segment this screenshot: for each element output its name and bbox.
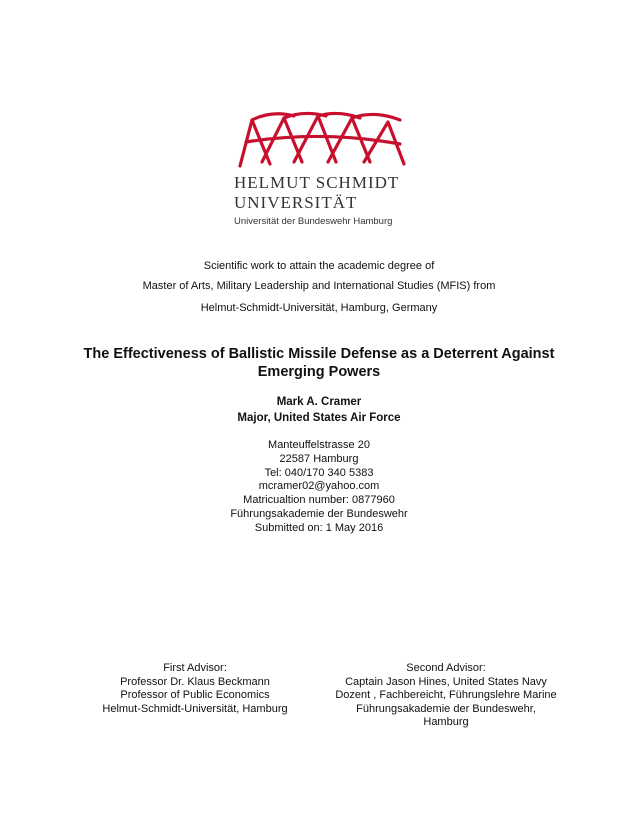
logo-subtitle: Universität der Bundeswehr Hamburg — [234, 216, 393, 227]
second-advisor-block — [316, 662, 576, 730]
first-advisor-block — [65, 662, 325, 716]
contact-email: mcramer02@yahoo.com — [258, 480, 380, 493]
thesis-title — [60, 345, 578, 381]
first-advisor-heading: First Advisor: — [163, 662, 227, 674]
contact-institution: Führungsakademie der Bundeswehr — [230, 507, 408, 520]
second-advisor-role: Dozent , Fachbereicht, Führungslehre Marine — [335, 689, 557, 702]
contact-matriculation: Matricualtion number: 0877960 — [243, 494, 395, 507]
second-advisor-heading: Second Advisor: — [406, 662, 486, 674]
thesis-title-line-1: The Effectiveness of Ballistic Missile Defense as a Deterrent Against — [83, 346, 555, 362]
contact-submitted: Submitted on: 1 May 2016 — [254, 521, 384, 534]
second-advisor-affiliation: Führungsakademie der Bundeswehr, — [356, 702, 536, 715]
logo-name-line-1: HELMUT SCHMIDT — [234, 173, 400, 192]
logo-name-line-2: UNIVERSITÄT — [234, 193, 358, 212]
second-advisor-name: Captain Jason Hines, United States Navy — [345, 675, 547, 688]
intro-line-3: Helmut-Schmidt-Universität, Hamburg, Germany — [200, 302, 438, 314]
contact-tel: Tel: 040/170 340 5383 — [264, 466, 374, 479]
author-rank: Major, United States Air Force — [237, 412, 401, 424]
first-advisor-role: Professor of Public Economics — [120, 689, 270, 702]
author-name: Mark A. Cramer — [276, 396, 362, 408]
university-logo — [232, 106, 412, 230]
intro-line-2: Master of Arts, Military Leadership and International Studies (MFIS) from — [142, 280, 496, 292]
university-emblem-icon — [232, 106, 412, 174]
contact-city: 22587 Hamburg — [279, 452, 359, 465]
contact-street: Manteuffelstrasse 20 — [268, 439, 370, 451]
thesis-title-line-2: Emerging Powers — [257, 364, 381, 380]
contact-block — [0, 439, 638, 536]
second-advisor-city: Hamburg — [423, 716, 469, 729]
first-advisor-name: Professor Dr. Klaus Beckmann — [120, 675, 270, 688]
first-advisor-affiliation: Helmut-Schmidt-Universität, Hamburg — [102, 702, 288, 715]
intro-line-1: Scientific work to attain the academic degree of — [203, 260, 435, 272]
